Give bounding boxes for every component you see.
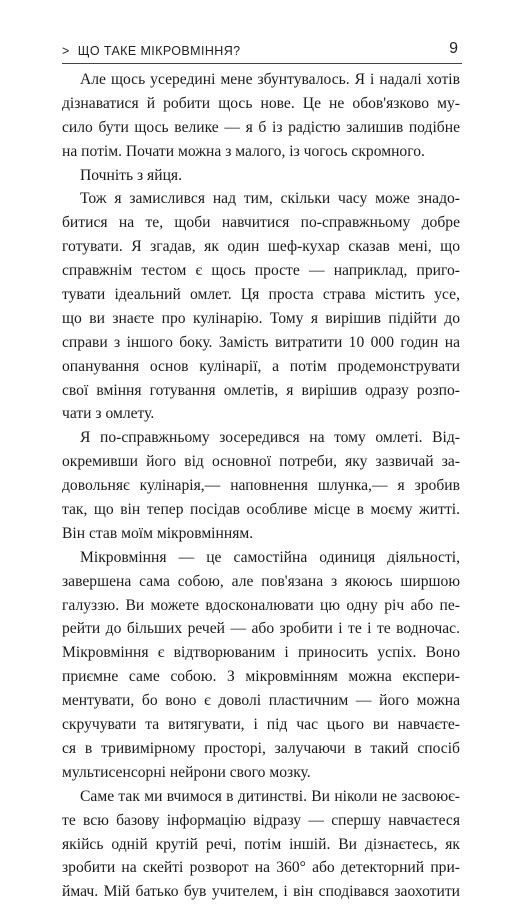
text-line: скручувати та витягувати, і під час цього ви навчаєте- — [62, 716, 460, 734]
text-line: що ви знаєте про кулінарію. Тому я вирішив підійти до — [62, 309, 460, 327]
text-line: тувати ідеальний омлет. Ця проста страва містить усе, — [62, 286, 460, 304]
text-line: Тож я замислився над тим, скільки часу може знадо- — [80, 190, 460, 208]
paragraph — [62, 68, 460, 164]
text-line: справи з іншого боку. Замість витратити 10 000 годин на — [62, 333, 460, 351]
text-line: на потім. Почати можна з малого, із чогось скромного. — [62, 142, 425, 160]
text-line: рейти до більших речей — або зробити і те і те водночас. — [62, 620, 460, 638]
paragraph — [62, 164, 460, 188]
page-number: 9 — [449, 40, 458, 57]
text-line: завершена сама собою, але пов'язана з якоюсь ширшою — [62, 572, 460, 590]
text-line: Мікровміння — це самостійна одиниця діяльності, — [80, 548, 460, 566]
text-line: довольняє кулінарія,— наповнення шлунка,— я зробив — [62, 477, 460, 495]
text-line: ймач. Мій батько був учителем, і він сподівався заохотити — [62, 883, 460, 901]
paragraph — [62, 785, 460, 904]
running-header — [62, 40, 462, 62]
text-line: опанування основ кулінарії, а потім продемонструвати — [62, 357, 460, 375]
text-line: справжнім тестом є щось просте — наприклад, приго- — [62, 262, 460, 280]
text-line: те всю базову інформацію відразу — спершу навчаєтеся — [62, 811, 460, 829]
text-line: Саме так ми вчимося в дитинстві. Ви ніколи не засвоює- — [80, 787, 460, 805]
text-line: сило бути щось велике — я б із радістю залишив подібне — [62, 118, 460, 136]
paragraph — [62, 546, 460, 785]
text-line: так, що він тепер посідав особливе місце в моєму житті. — [62, 501, 460, 519]
text-line: приємне саме собою. З мікровмінням можна експери- — [62, 668, 460, 686]
text-line: Він став моїм мікровмінням. — [62, 524, 254, 542]
text-line: чати з омлету. — [62, 405, 155, 423]
body-text — [62, 68, 460, 904]
text-line: Почніть з яйця. — [80, 166, 182, 184]
chapter-title-text: ЩО ТАКЕ МІКРОВМІННЯ? — [77, 44, 241, 58]
paragraph — [62, 187, 460, 426]
text-line: Я по-справжньому зосередився на тому омлеті. Від- — [80, 429, 460, 447]
text-line: свої вміння готування омлетів, я вирішив одразу розпо- — [62, 381, 460, 399]
text-line: битися на те, щоби навчитися по-справжньому добре — [62, 214, 460, 232]
paragraph — [62, 426, 460, 545]
text-line: мультисенсорні нейрони свого мозку. — [62, 763, 311, 781]
chapter-title — [62, 44, 240, 58]
text-line: дізнаватися й робити щось нове. Це не обов'язково му- — [62, 94, 460, 112]
text-line: Мікровміння є відтворюваним і приносить успіх. Воно — [62, 644, 460, 662]
text-line: галуззю. Ви можете вдосконалювати цю одну річ або пе- — [62, 596, 460, 614]
text-line: готувати. Я згадав, як один шеф-кухар сказав мені, що — [62, 238, 460, 256]
text-line: ся в тривимірному просторі, залучаючи в такий спосіб — [62, 739, 460, 757]
text-line: ментувати, бо воно є доволі пластичним — його можна — [62, 692, 460, 710]
text-line: Але щось усередині мене збунтувалось. Я і надалі хотів — [80, 71, 460, 88]
text-line: окремивши його від основної потреби, яку зазвичай за- — [62, 453, 460, 471]
text-line: якійсь одній крутій речі, потім іншій. Ви дізнаєтесь, як — [62, 835, 460, 853]
header-marker: > — [62, 44, 70, 58]
header-rule — [62, 63, 462, 64]
text-line: зробити на скейті розворот на 360° або детекторний при- — [62, 859, 460, 877]
